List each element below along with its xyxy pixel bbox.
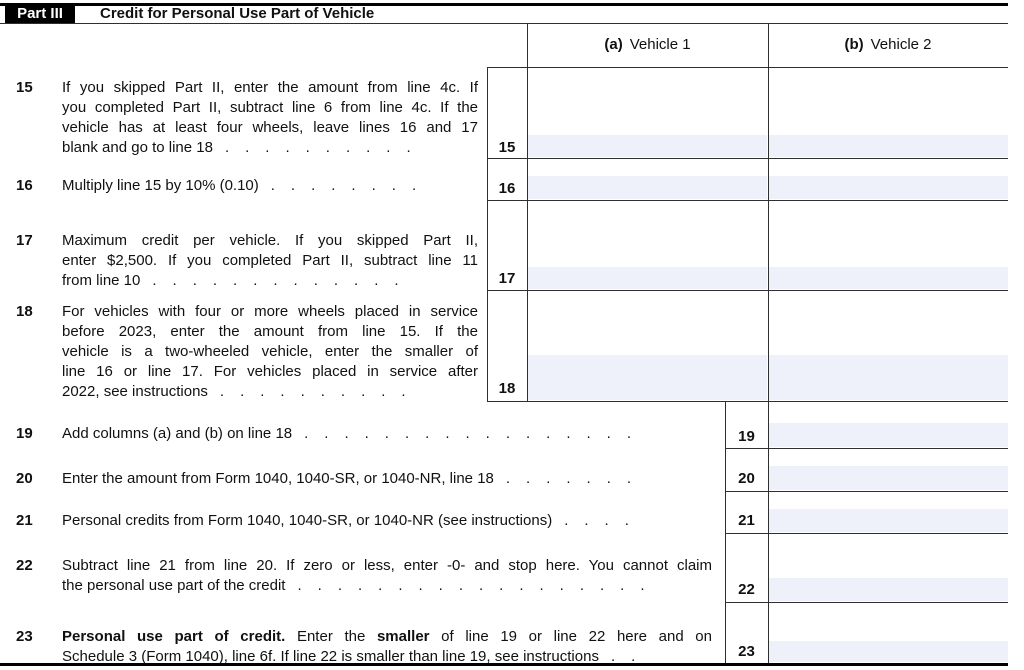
- entry-field-15a[interactable]: [528, 135, 767, 157]
- grid-line: [768, 23, 769, 665]
- line-number-18: 18: [16, 303, 33, 320]
- line-number-22: 22: [16, 557, 33, 574]
- entry-field-23[interactable]: [769, 641, 1008, 662]
- line-number-16: 16: [16, 177, 33, 194]
- entry-field-16a[interactable]: [528, 176, 767, 199]
- box-line-number-19: 19: [738, 428, 755, 445]
- box-line-number-23: 23: [738, 643, 755, 660]
- line-number-21: 21: [16, 512, 33, 529]
- line-number-23: 23: [16, 628, 33, 645]
- line-15-description: If you skipped Part II, enter the amount from line 4c. If you completed Part II, subtract line 6 from line 4c. If the vehicle has at least four wheels, leave lines 16 and 17 blank and go to line 18 ..........: [62, 79, 478, 156]
- col-a-label: Vehicle 1: [629, 36, 691, 53]
- part-label-badge: [5, 4, 75, 23]
- dot-leader: ....: [564, 512, 645, 529]
- line-19-description: Add columns (a) and (b) on line 18 .................: [62, 425, 647, 442]
- line-number-19: 19: [16, 425, 33, 442]
- part-label: Part III: [17, 5, 63, 22]
- line-number-15: 15: [16, 79, 33, 96]
- grid-line: [527, 23, 528, 402]
- entry-field-18b[interactable]: [769, 355, 1008, 400]
- box-line-number-21: 21: [738, 512, 755, 529]
- entry-field-16b[interactable]: [769, 176, 1008, 199]
- box-line-number-17: 17: [498, 270, 516, 287]
- grid-line: [725, 533, 1008, 534]
- part-title: Credit for Personal Use Part of Vehicle: [100, 5, 375, 22]
- grid-line: [487, 290, 1008, 291]
- grid-line: [725, 602, 1008, 603]
- col-header-vehicle-2: [768, 24, 1008, 66]
- line-18-description: For vehicles with four or more wheels placed in service before 2023, enter the amount from line 15. If the vehicle is a two-wheeled vehicle, enter the smaller of line 16 or line 17. For vehicles placed in service after 2022, see instructions ..........: [62, 303, 478, 400]
- line-20-description: Enter the amount from Form 1040, 1040-SR, or 1040-NR, line 18 .......: [62, 470, 648, 487]
- col-b-label: Vehicle 2: [870, 36, 932, 53]
- box-line-number-20: 20: [738, 470, 755, 487]
- grid-line: [725, 448, 1008, 449]
- entry-field-21[interactable]: [769, 509, 1008, 532]
- dot-leader: ..................: [297, 577, 661, 594]
- grid-line: [725, 491, 1008, 492]
- dot-leader: ........: [270, 177, 433, 194]
- entry-field-19[interactable]: [769, 423, 1008, 447]
- line-number-20: 20: [16, 470, 33, 487]
- entry-field-17a[interactable]: [528, 267, 767, 289]
- line-23-description: Personal use part of credit. Enter the smaller of line 19 or line 22 here and on Schedule 3 (Form 1040), line 6f. If line 22 is smaller than line 19, see instructions ..: [62, 628, 712, 665]
- grid-line: [487, 67, 488, 402]
- entry-field-15b[interactable]: [769, 135, 1008, 157]
- entry-field-22[interactable]: [769, 578, 1008, 601]
- entry-field-18a[interactable]: [528, 355, 767, 400]
- grid-line: [487, 158, 1008, 159]
- box-line-number-18: 18: [498, 380, 516, 397]
- dot-leader: .............: [152, 272, 415, 289]
- line-number-17: 17: [16, 232, 33, 249]
- grid-line: [487, 67, 1008, 68]
- entry-field-20[interactable]: [769, 466, 1008, 490]
- box-line-number-15: 15: [498, 139, 516, 156]
- col-b-letter: (b): [844, 36, 864, 53]
- box-line-number-16: 16: [498, 180, 516, 197]
- grid-line: [487, 200, 1008, 201]
- grid-line: [487, 401, 1008, 402]
- dot-leader: .................: [304, 425, 647, 442]
- box-line-number-22: 22: [738, 581, 755, 598]
- dot-leader: .......: [505, 470, 648, 487]
- line-21-description: Personal credits from Form 1040, 1040-SR, or 1040-NR (see instructions) ....: [62, 512, 645, 529]
- dot-leader: ..: [610, 648, 652, 665]
- line-17-description: Maximum credit per vehicle. If you skipped Part II, enter $2,500. If you completed Part II, subtract line 11 from line 10 .............: [62, 232, 478, 289]
- dot-leader: ..........: [224, 139, 427, 156]
- col-a-letter: (a): [604, 36, 623, 53]
- col-header-vehicle-1: [527, 24, 768, 66]
- dot-leader: ..........: [219, 383, 422, 400]
- entry-field-17b[interactable]: [769, 267, 1008, 289]
- line-22-description: Subtract line 21 from line 20. If zero or less, enter -0- and stop here. You cannot claim the personal use part of the credit ..................: [62, 557, 712, 594]
- line-16-description: Multiply line 15 by 10% (0.10) ........: [62, 177, 433, 194]
